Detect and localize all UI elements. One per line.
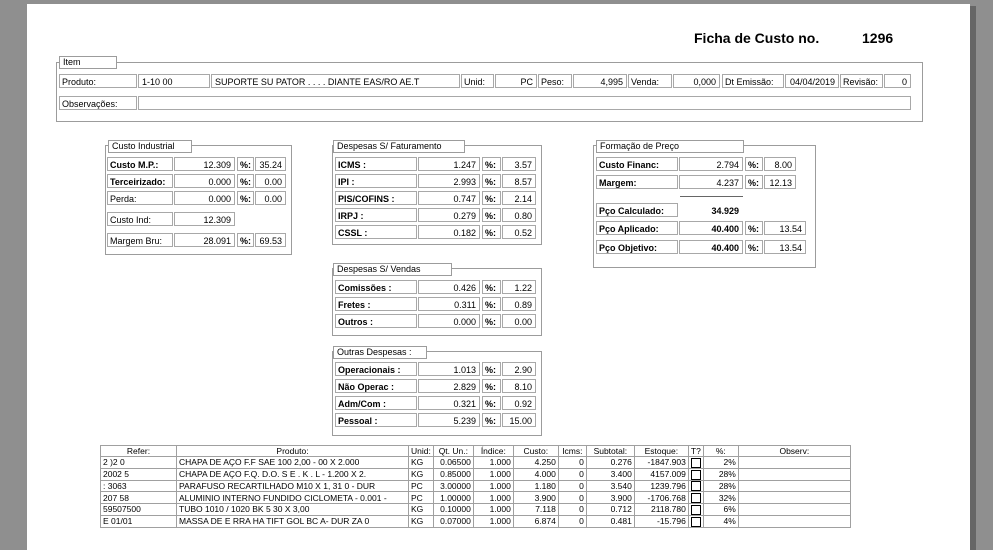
revisao-field[interactable]: 0 [884, 74, 911, 88]
item-group [56, 62, 923, 122]
emissao-field[interactable]: 04/04/2019 [785, 74, 839, 88]
cell-produto: TUBO 1010 / 1020 BK 5 30 X 3,00 [177, 504, 409, 516]
pco-objetivo-field[interactable]: 40.400 [679, 240, 743, 254]
cssl-pct-label: %: [482, 225, 501, 239]
unid-field[interactable]: PC [495, 74, 537, 88]
col-header-refer: Refer: [101, 446, 177, 457]
adm-com-label: Adm/Com : [335, 396, 417, 410]
cell-unid: PC [409, 480, 434, 492]
terceirizado-pct-label: %: [237, 174, 254, 188]
row-checkbox[interactable] [691, 517, 701, 527]
irpj-pct-label: %: [482, 208, 501, 222]
cell-estoque: 1239.796 [634, 480, 688, 492]
pco-calculado-label: Pço Calculado: [596, 203, 678, 217]
custo-mp-pct-label: %: [237, 157, 254, 171]
fretes-field[interactable]: 0.311 [418, 297, 480, 311]
margem-label: Margem: [596, 175, 678, 189]
cell-unid: KG [409, 515, 434, 527]
perda-label: Perda: [107, 191, 173, 205]
pco-objetivo-label: Pço Objetivo: [596, 240, 678, 254]
pis-cofins-field[interactable]: 0.747 [418, 191, 480, 205]
cssl-pct-field[interactable]: 0.52 [502, 225, 536, 239]
revisao-label: Revisão: [840, 74, 883, 88]
terceirizado-pct-field[interactable]: 0.00 [255, 174, 286, 188]
cell-observ [738, 457, 850, 469]
row-checkbox[interactable] [691, 505, 701, 515]
custo-mp-field[interactable]: 12.309 [174, 157, 235, 171]
cell-indice: 1.000 [473, 480, 513, 492]
cell-estoque: 4157.009 [634, 468, 688, 480]
sum-divider [680, 196, 743, 197]
venda-label: Venda: [628, 74, 672, 88]
despesas-faturamento-caption: Despesas S/ Faturamento [333, 140, 465, 153]
ipi-pct-label: %: [482, 174, 501, 188]
cell-subtotal: 3.540 [586, 480, 634, 492]
custo-financ-pct-field[interactable]: 8.00 [764, 157, 796, 171]
outros-pct-field[interactable]: 0.00 [502, 314, 536, 328]
cell-icms: 0 [558, 480, 586, 492]
cell-custo: 7.118 [513, 504, 558, 516]
pessoal-pct-label: %: [482, 413, 501, 427]
col-header-icms: Icms: [558, 446, 586, 457]
pis-cofins-pct-label: %: [482, 191, 501, 205]
col-header-observ: Observ: [738, 446, 850, 457]
icms-pct-label: %: [482, 157, 501, 171]
cell-subtotal: 3.400 [586, 468, 634, 480]
col-header-subtotal: Subtotal: [586, 446, 634, 457]
cell-icms: 0 [558, 504, 586, 516]
cell-produto: ALUMINIO INTERNO FUNDIDO CICLOMETA - 0.001 - [177, 492, 409, 504]
cell-estoque: -1847.903 [634, 457, 688, 469]
row-checkbox[interactable] [691, 493, 701, 503]
custo-financ-field[interactable]: 2.794 [679, 157, 743, 171]
ipi-label: IPI : [335, 174, 417, 188]
perda-field[interactable]: 0.000 [174, 191, 235, 205]
table-row[interactable] [101, 468, 851, 480]
cell-produto: CHAPA DE AÇO F.F SAE 100 2,00 - 00 X 2.000 [177, 457, 409, 469]
cell-icms: 0 [558, 457, 586, 469]
custo-financ-pct-label: %: [745, 157, 763, 171]
margem-bru-pct-label: %: [237, 233, 254, 247]
comissoes-field[interactable]: 0.426 [418, 280, 480, 294]
adm-com-pct-label: %: [482, 396, 501, 410]
cell-t [688, 504, 703, 516]
despesas-vendas-caption: Despesas S/ Vendas [333, 263, 452, 276]
cell-t [688, 492, 703, 504]
cell-pct: 28% [703, 468, 738, 480]
row-checkbox[interactable] [691, 458, 701, 468]
cell-produto: MASSA DE E RRA HA TIFT GOL BC A- DUR ZA 0 [177, 515, 409, 527]
cell-qt: 0.85000 [433, 468, 473, 480]
cell-custo: 3.900 [513, 492, 558, 504]
custo-industrial-caption: Custo Industrial [108, 140, 192, 153]
cell-unid: PC [409, 492, 434, 504]
ipi-field[interactable]: 2.993 [418, 174, 480, 188]
unid-label: Unid: [461, 74, 494, 88]
pco-aplicado-label: Pço Aplicado: [596, 221, 678, 235]
irpj-label: IRPJ : [335, 208, 417, 222]
cell-indice: 1.000 [473, 468, 513, 480]
custo-ind-field[interactable]: 12.309 [174, 212, 235, 226]
col-header-produto: Produto: [177, 446, 409, 457]
irpj-field[interactable]: 0.279 [418, 208, 480, 222]
operacionais-field[interactable]: 1.013 [418, 362, 480, 376]
cell-pct: 6% [703, 504, 738, 516]
cell-icms: 0 [558, 515, 586, 527]
report-number: 1296 [862, 30, 894, 46]
terceirizado-label: Terceirizado: [107, 174, 173, 188]
observacoes-field[interactable] [138, 96, 911, 110]
cell-indice: 1.000 [473, 457, 513, 469]
operacionais-label: Operacionais : [335, 362, 417, 376]
cell-pct: 4% [703, 515, 738, 527]
cell-custo: 1.180 [513, 480, 558, 492]
cell-estoque: -1706.768 [634, 492, 688, 504]
produto-code-field[interactable]: 1-10 00 [138, 74, 210, 88]
pco-aplicado-field[interactable]: 40.400 [679, 221, 743, 235]
cell-qt: 1.00000 [433, 492, 473, 504]
emissao-label: Dt Emissão: [722, 74, 784, 88]
pis-cofins-label: PIS/COFINS : [335, 191, 417, 205]
cell-qt: 0.10000 [433, 504, 473, 516]
cell-pct: 32% [703, 492, 738, 504]
custo-mp-label: Custo M.P.: [107, 157, 173, 171]
cell-observ [738, 480, 850, 492]
table-row[interactable] [101, 492, 851, 504]
pco-aplicado-pct-label: %: [745, 221, 763, 235]
margem-field[interactable]: 4.237 [679, 175, 743, 189]
cell-estoque: -15.796 [634, 515, 688, 527]
cell-indice: 1.000 [473, 492, 513, 504]
cell-t [688, 480, 703, 492]
peso-label: Peso: [538, 74, 572, 88]
nao-operac-pct-field[interactable]: 8.10 [502, 379, 536, 393]
custo-ind-label: Custo Ind: [107, 212, 173, 226]
terceirizado-field[interactable]: 0.000 [174, 174, 235, 188]
cssl-label: CSSL : [335, 225, 417, 239]
cell-produto: PARAFUSO RECARTILHADO M10 X 1, 31 0 - DUR [177, 480, 409, 492]
item-caption: Item [59, 56, 117, 69]
cell-observ [738, 515, 850, 527]
col-header-qt-un: Qt. Un.: [433, 446, 473, 457]
cell-refer: 2 )2 0 [101, 457, 177, 469]
row-checkbox[interactable] [691, 470, 701, 480]
cell-pct: 2% [703, 457, 738, 469]
outros-label: Outros : [335, 314, 417, 328]
page-shadow [970, 6, 976, 550]
report-title: Ficha de Custo no. [694, 30, 820, 46]
cell-refer: 59507500 [101, 504, 177, 516]
pco-calculado-value: 34.929 [711, 206, 739, 216]
col-header-custo: Custo: [513, 446, 558, 457]
cell-unid: KG [409, 457, 434, 469]
cell-qt: 0.06500 [433, 457, 473, 469]
custo-mp-pct-field[interactable]: 35.24 [255, 157, 286, 171]
comissoes-pct-label: %: [482, 280, 501, 294]
table-row[interactable] [101, 457, 851, 469]
custo-financ-label: Custo Financ: [596, 157, 678, 171]
cell-icms: 0 [558, 468, 586, 480]
cell-subtotal: 3.900 [586, 492, 634, 504]
col-header-indice: Índice: [473, 446, 513, 457]
cell-indice: 1.000 [473, 504, 513, 516]
cell-observ [738, 468, 850, 480]
margem-pct-label: %: [745, 175, 763, 189]
cell-observ [738, 492, 850, 504]
operacionais-pct-label: %: [482, 362, 501, 376]
cssl-field[interactable]: 0.182 [418, 225, 480, 239]
comissoes-pct-field[interactable]: 1.22 [502, 280, 536, 294]
cell-refer: E 01/01 [101, 515, 177, 527]
perda-pct-field[interactable]: 0.00 [255, 191, 286, 205]
nao-operac-field[interactable]: 2.829 [418, 379, 480, 393]
col-header-unid: Unid: [409, 446, 434, 457]
cell-refer: 2002 5 [101, 468, 177, 480]
col-header-pct: %: [703, 446, 738, 457]
ipi-pct-field[interactable]: 8.57 [502, 174, 536, 188]
cell-unid: KG [409, 468, 434, 480]
fretes-label: Fretes : [335, 297, 417, 311]
margem-bru-field[interactable]: 28.091 [174, 233, 235, 247]
produto-label: Produto: [59, 74, 137, 88]
cell-qt: 0.07000 [433, 515, 473, 527]
nao-operac-label: Não Operac : [335, 379, 417, 393]
cell-t [688, 515, 703, 527]
cell-t [688, 468, 703, 480]
outros-pct-label: %: [482, 314, 501, 328]
pis-cofins-pct-field[interactable]: 2.14 [502, 191, 536, 205]
fretes-pct-label: %: [482, 297, 501, 311]
cell-subtotal: 0.276 [586, 457, 634, 469]
cell-subtotal: 0.481 [586, 515, 634, 527]
cell-pct: 28% [703, 480, 738, 492]
cell-custo: 6.874 [513, 515, 558, 527]
outros-field[interactable]: 0.000 [418, 314, 480, 328]
nao-operac-pct-label: %: [482, 379, 501, 393]
cell-icms: 0 [558, 492, 586, 504]
pco-aplicado-pct-field[interactable]: 13.54 [764, 221, 806, 235]
table-row[interactable] [101, 480, 851, 492]
cell-produto: CHAPA DE AÇO F.Q. D.O. S E . K . L - 1.200 X 2. [177, 468, 409, 480]
adm-com-field[interactable]: 0.321 [418, 396, 480, 410]
pessoal-pct-field[interactable]: 15.00 [502, 413, 536, 427]
irpj-pct-field[interactable]: 0.80 [502, 208, 536, 222]
cell-observ [738, 504, 850, 516]
cell-estoque: 2118.780 [634, 504, 688, 516]
cell-refer: : 3063 [101, 480, 177, 492]
margem-pct-field[interactable]: 12.13 [764, 175, 796, 189]
cell-indice: 1.000 [473, 515, 513, 527]
margem-bru-label: Margem Bru: [107, 233, 173, 247]
peso-field[interactable]: 4,995 [573, 74, 627, 88]
pessoal-field[interactable]: 5.239 [418, 413, 480, 427]
venda-field[interactable]: 0,000 [673, 74, 720, 88]
cell-subtotal: 0.712 [586, 504, 634, 516]
margem-bru-pct-field[interactable]: 69.53 [255, 233, 286, 247]
observacoes-label: Observações: [59, 96, 137, 110]
pco-objetivo-pct-label: %: [745, 240, 763, 254]
operacionais-pct-field[interactable]: 2.90 [502, 362, 536, 376]
icms-pct-field[interactable]: 3.57 [502, 157, 536, 171]
formacao-preco-caption: Formação de Preço [596, 140, 744, 153]
row-checkbox[interactable] [691, 481, 701, 491]
adm-com-pct-field[interactable]: 0.92 [502, 396, 536, 410]
outras-despesas-caption: Outras Despesas : [333, 346, 427, 359]
icms-label: ICMS : [335, 157, 417, 171]
cell-custo: 4.250 [513, 457, 558, 469]
produto-desc-field[interactable]: SUPORTE SU PATOR . . . . DIANTE EAS/RO AE.T [211, 74, 460, 88]
cell-unid: KG [409, 504, 434, 516]
icms-field[interactable]: 1.247 [418, 157, 480, 171]
cell-custo: 4.000 [513, 468, 558, 480]
comissoes-label: Comissões : [335, 280, 417, 294]
perda-pct-label: %: [237, 191, 254, 205]
col-header-t: T? [688, 446, 703, 457]
pessoal-label: Pessoal : [335, 413, 417, 427]
col-header-estoque: Estoque: [634, 446, 688, 457]
cell-qt: 3.00000 [433, 480, 473, 492]
pco-objetivo-pct-field[interactable]: 13.54 [764, 240, 806, 254]
table-row[interactable] [101, 515, 851, 527]
cell-t [688, 457, 703, 469]
cell-refer: 207 58 [101, 492, 177, 504]
components-table [100, 445, 851, 528]
fretes-pct-field[interactable]: 0.89 [502, 297, 536, 311]
table-header-row [101, 446, 851, 457]
table-row[interactable] [101, 504, 851, 516]
